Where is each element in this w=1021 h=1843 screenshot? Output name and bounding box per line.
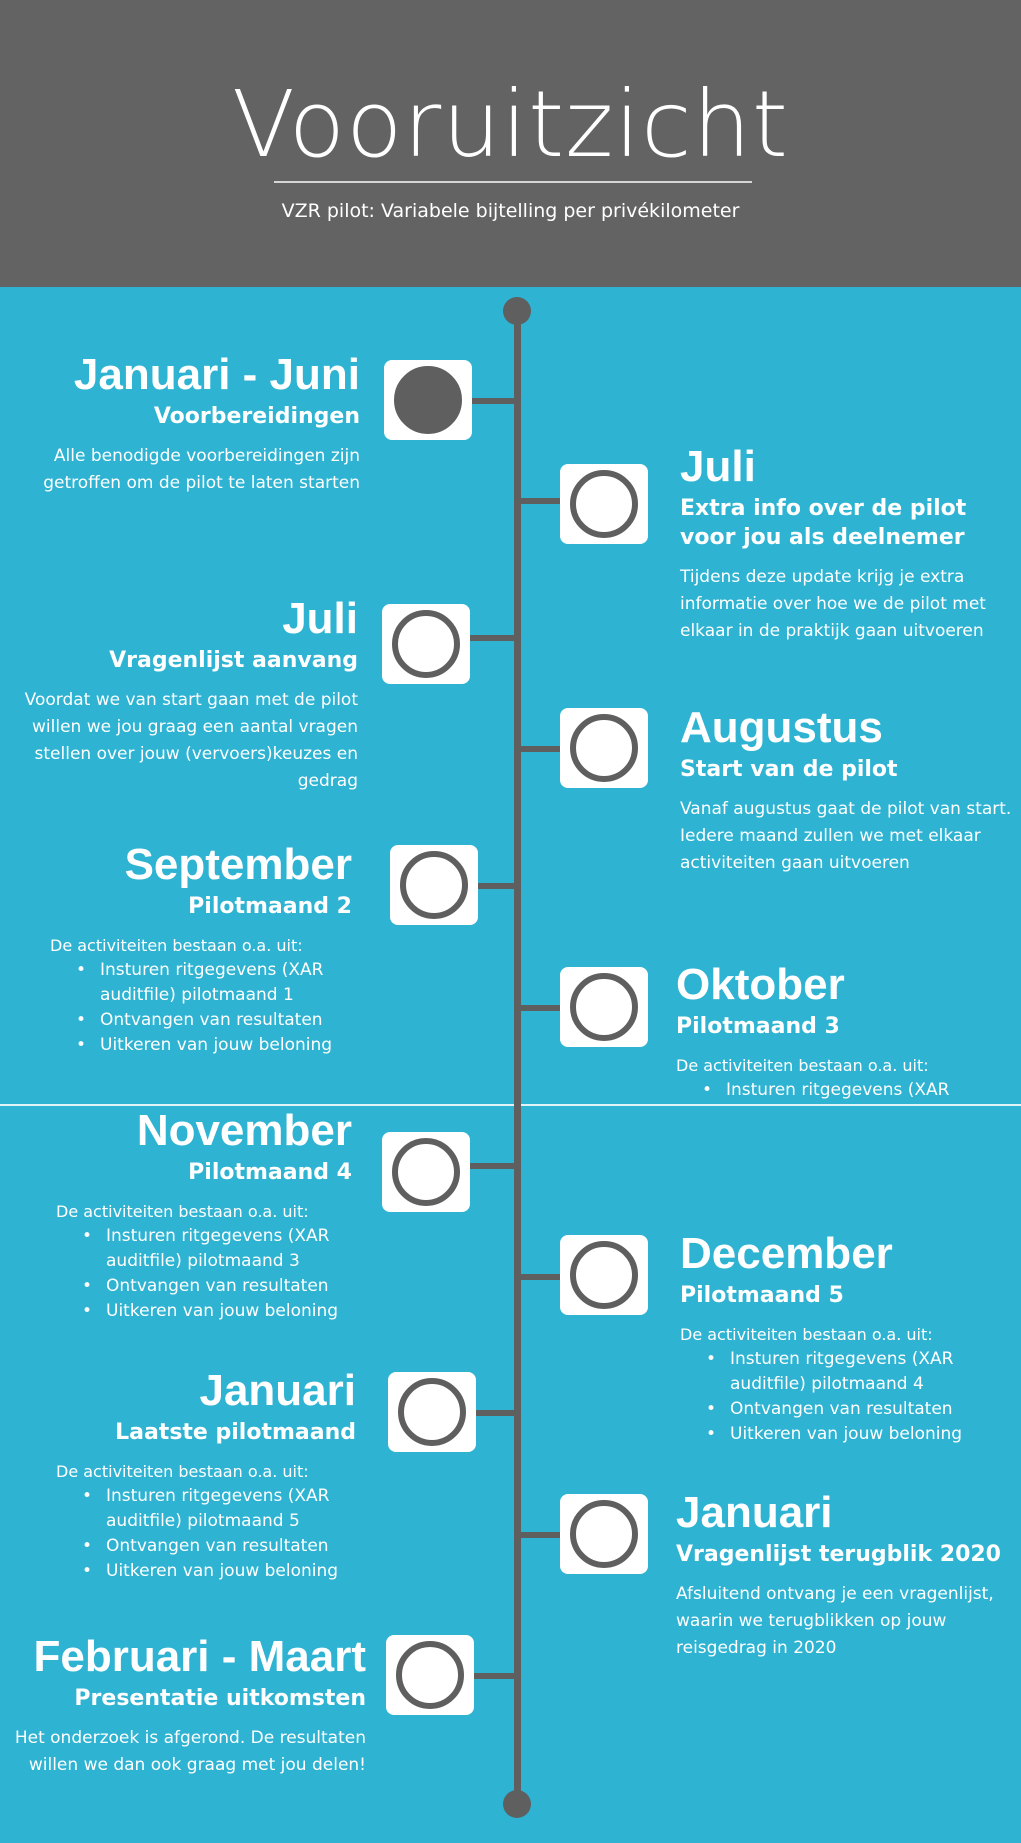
timeline-entry bbox=[56, 1366, 356, 1584]
entry-heading: Laatste pilotmaand bbox=[115, 1420, 356, 1445]
activity-list bbox=[56, 1224, 352, 1324]
timeline-node bbox=[560, 708, 648, 788]
timeline-node bbox=[390, 845, 478, 925]
timeline-entry bbox=[676, 960, 1011, 1106]
entry-month: Oktober bbox=[676, 960, 845, 1009]
timeline-entry bbox=[20, 350, 360, 497]
entry-month: Februari - Maart bbox=[33, 1632, 366, 1681]
timeline-entry bbox=[50, 840, 352, 1058]
connector bbox=[518, 1274, 560, 1280]
timeline-entry bbox=[680, 703, 1015, 877]
list-item: • Uitkeren van jouw beloning bbox=[730, 1422, 1010, 1447]
connector bbox=[518, 1005, 560, 1011]
list-item: • Insturen ritgegevens (XAR auditfile) pilotmaand 3 bbox=[106, 1224, 352, 1274]
connector bbox=[470, 398, 518, 404]
list-item: • Ontvangen van resultaten bbox=[100, 1008, 352, 1033]
timeline-end-dot bbox=[503, 1790, 531, 1818]
circle-icon bbox=[392, 1138, 460, 1206]
timeline-node bbox=[560, 1235, 648, 1315]
entry-month: November bbox=[136, 1106, 352, 1155]
list-item: • Insturen ritgegevens (XAR auditfile) pilotmaand 4 bbox=[730, 1347, 1010, 1397]
entry-month: December bbox=[680, 1229, 893, 1278]
circle-icon bbox=[570, 714, 638, 782]
timeline-node bbox=[560, 464, 648, 544]
entry-heading: Vragenlijst terugblik 2020 bbox=[676, 1542, 1001, 1567]
entry-heading: Pilotmaand 5 bbox=[680, 1283, 844, 1308]
entry-heading: Presentatie uitkomsten bbox=[74, 1686, 366, 1711]
connector bbox=[476, 1410, 518, 1416]
activity-list bbox=[56, 1484, 356, 1584]
circle-icon bbox=[570, 1500, 638, 1568]
entry-heading: Extra info over de pilot voor jou als deelnemer bbox=[680, 496, 967, 550]
connector bbox=[474, 1673, 518, 1679]
entry-month: September bbox=[124, 840, 352, 889]
entry-month: Januari bbox=[199, 1366, 356, 1415]
entry-description: Alle benodigde voorbereidingen zijn getroffen om de pilot te laten starten bbox=[43, 446, 360, 493]
filled-circle-icon bbox=[394, 366, 462, 434]
connector bbox=[470, 635, 518, 641]
entry-heading: Start van de pilot bbox=[680, 757, 898, 782]
timeline-entry bbox=[14, 1632, 366, 1779]
list-item: • Ontvangen van resultaten bbox=[730, 1397, 1010, 1422]
circle-icon bbox=[398, 1378, 466, 1446]
page-title: Vooruitzicht bbox=[232, 71, 789, 178]
timeline-line bbox=[514, 311, 521, 1806]
activity-list bbox=[680, 1347, 1010, 1447]
timeline-start-dot bbox=[503, 297, 531, 325]
timeline-node bbox=[382, 1132, 470, 1212]
entry-heading: Pilotmaand 3 bbox=[676, 1014, 840, 1039]
connector bbox=[518, 746, 560, 752]
entry-description: Afsluitend ontvang je een vragenlijst, waarin we terugblikken op jouw reisgedrag in 2020 bbox=[676, 1584, 994, 1658]
connector bbox=[518, 1532, 560, 1538]
circle-icon bbox=[570, 973, 638, 1041]
entry-month: Juli bbox=[680, 442, 756, 491]
entry-month: Augustus bbox=[680, 703, 883, 752]
entry-heading: Pilotmaand 4 bbox=[188, 1160, 352, 1185]
circle-icon bbox=[400, 851, 468, 919]
entry-heading: Voorbereidingen bbox=[153, 404, 360, 429]
connector bbox=[518, 498, 560, 504]
entry-intro: De activiteiten bestaan o.a. uit: bbox=[680, 1325, 933, 1344]
list-item: • Uitkeren van jouw beloning bbox=[106, 1299, 352, 1324]
header-banner bbox=[0, 0, 1021, 287]
timeline-entry bbox=[676, 1488, 1011, 1662]
list-item: • Uitkeren van jouw beloning bbox=[106, 1559, 356, 1584]
timeline-entry bbox=[680, 1229, 1010, 1447]
entry-month: Januari - Juni bbox=[73, 350, 360, 399]
timeline-node bbox=[386, 1635, 474, 1715]
list-item: • Ontvangen van resultaten bbox=[106, 1274, 352, 1299]
circle-icon bbox=[392, 610, 460, 678]
entry-month: Juli bbox=[282, 594, 358, 643]
entry-description: Tijdens deze update krijg je extra informatie over hoe we de pilot met elkaar in de praktijk gaan uitvoeren bbox=[680, 567, 986, 641]
entry-intro: De activiteiten bestaan o.a. uit: bbox=[56, 1202, 309, 1221]
entry-intro: De activiteiten bestaan o.a. uit: bbox=[56, 1462, 309, 1481]
circle-icon bbox=[570, 1241, 638, 1309]
circle-icon bbox=[396, 1641, 464, 1709]
timeline-node bbox=[560, 1494, 648, 1574]
entry-description: Vanaf augustus gaat de pilot van start. Iedere maand zullen we met elkaar activiteiten gaan uitvoeren bbox=[680, 799, 1012, 873]
list-item: • Insturen ritgegevens (XAR auditfile) pilotmaand 1 bbox=[100, 958, 352, 1008]
activity-list bbox=[50, 958, 352, 1058]
page-subtitle: VZR pilot: Variabele bijtelling per privékilometer bbox=[281, 200, 740, 222]
circle-icon bbox=[570, 470, 638, 538]
connector bbox=[478, 883, 518, 889]
connector bbox=[470, 1163, 518, 1169]
entry-month: Januari bbox=[676, 1488, 833, 1537]
entry-heading: Pilotmaand 2 bbox=[188, 894, 352, 919]
entry-description: Voordat we van start gaan met de pilot willen we jou graag een aantal vragen stellen over jouw (vervoers)keuzes en gedrag bbox=[24, 690, 358, 791]
timeline-node bbox=[388, 1372, 476, 1452]
list-item: • Insturen ritgegevens (XAR bbox=[726, 1078, 1011, 1103]
list-item: • Insturen ritgegevens (XAR auditfile) pilotmaand 5 bbox=[106, 1484, 356, 1534]
timeline-entry bbox=[20, 594, 358, 795]
timeline-entry bbox=[680, 442, 1015, 645]
list-item: • Uitkeren van jouw beloning bbox=[100, 1033, 352, 1058]
entry-description: Het onderzoek is afgerond. De resultaten willen we dan ook graag met jou delen! bbox=[14, 1728, 366, 1775]
entry-intro: De activiteiten bestaan o.a. uit: bbox=[50, 936, 303, 955]
timeline-entry bbox=[56, 1106, 352, 1324]
timeline-node bbox=[382, 604, 470, 684]
timeline-node bbox=[560, 967, 648, 1047]
entry-heading: Vragenlijst aanvang bbox=[109, 648, 358, 673]
entry-intro: De activiteiten bestaan o.a. uit: bbox=[676, 1056, 929, 1075]
timeline-node bbox=[384, 360, 472, 440]
list-item: • Ontvangen van resultaten bbox=[106, 1534, 356, 1559]
activity-list bbox=[676, 1078, 1011, 1103]
title-divider bbox=[274, 181, 752, 183]
